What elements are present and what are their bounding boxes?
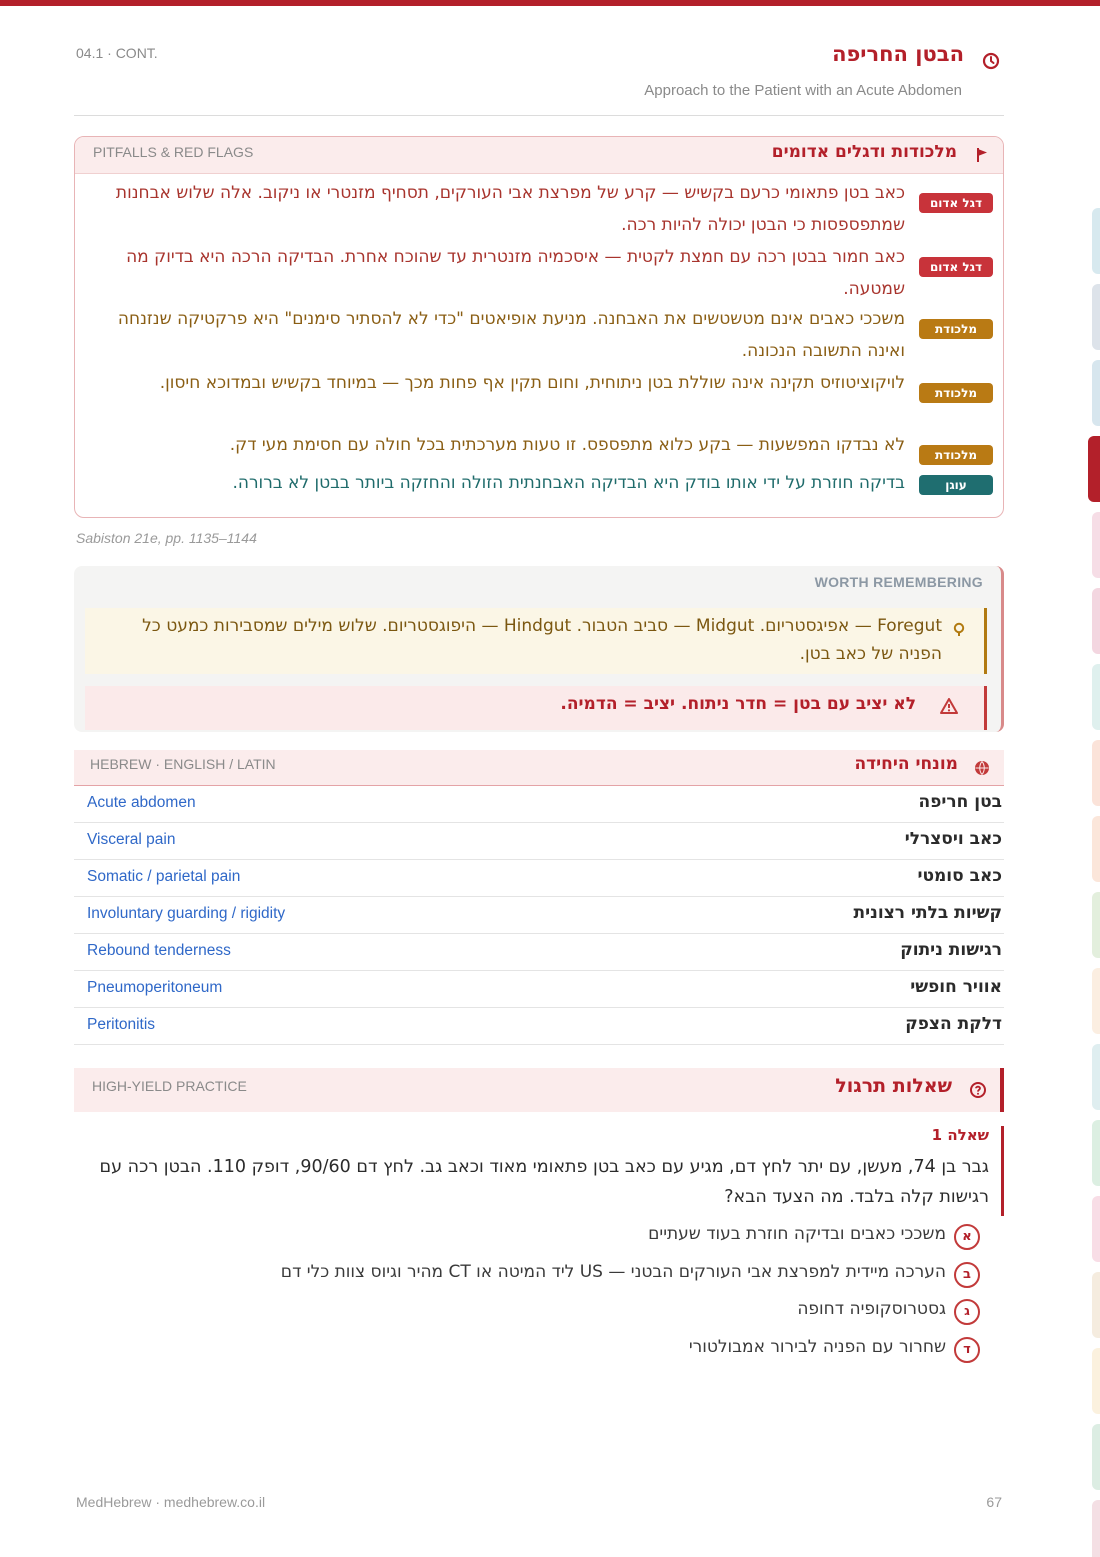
- section-tab[interactable]: [1092, 664, 1100, 730]
- term-row: [74, 786, 1004, 823]
- worth-remembering-panel: [74, 566, 1004, 732]
- pitfalls-label-en: PITFALLS & RED FLAGS: [93, 144, 254, 160]
- section-tab[interactable]: [1092, 512, 1100, 578]
- option-text: הערכה מיידית למפרצת אבי העורקים הבטני — US ליד המיטה או CT מהיר וגיוס צוות כלי דם: [280, 1262, 946, 1282]
- terms-header: [74, 750, 1004, 786]
- footer-brand: MedHebrew · medhebrew.co.il: [76, 1494, 266, 1510]
- answer-option[interactable]: [304, 1335, 1004, 1365]
- section-tab[interactable]: [1092, 1272, 1100, 1338]
- term-row: [74, 823, 1004, 860]
- pitfalls-title: מלכודות ודגלים אדומים: [771, 142, 957, 162]
- answer-option[interactable]: [280, 1260, 1004, 1290]
- pitfall-text: כאב חמור בבטן רכה עם חמצת לקטית — איסכמיה מזנטרית עד שהוכח אחרת. הבדיקה הרכה היא בדיוק מה שמטעה.: [126, 247, 905, 299]
- term-english: Rebound tenderness: [87, 942, 231, 959]
- section-tab[interactable]: [1092, 1120, 1100, 1186]
- term-english: Involuntary guarding / rigidity: [87, 905, 286, 922]
- answer-option[interactable]: [304, 1297, 1004, 1327]
- section-tab[interactable]: [1092, 208, 1100, 274]
- option-text: שחרור עם הפניה לבירור אמבולטורי: [688, 1337, 946, 1357]
- pitfalls-header: [75, 137, 1003, 174]
- practice-header: [74, 1068, 1004, 1112]
- section-tab[interactable]: [1092, 588, 1100, 654]
- term-hebrew: רגישות ניתוק: [900, 940, 1002, 960]
- pitfall-badge: עוגן: [919, 475, 993, 495]
- term-english: Somatic / parietal pain: [87, 868, 241, 885]
- pitfall-text: כאב בטן פתאומי כרעם בקשיש — קרע של מפרצת אבי העורקים, תסחיף מזנטרי או ניקוב. אלה שלוש אבחנות שמתפספסות כי הבטן יכולה להיות רכה.: [115, 183, 905, 235]
- section-tab[interactable]: [1092, 1500, 1100, 1557]
- term-hebrew: קשיות בלתי רצונית: [853, 903, 1002, 923]
- option-letter-badge[interactable]: ד: [954, 1337, 980, 1363]
- pitfall-badge: דגל אדום: [919, 257, 993, 277]
- practice-label-en: HIGH-YIELD PRACTICE: [92, 1078, 247, 1094]
- term-english: Pneumoperitoneum: [87, 979, 223, 996]
- option-letter-badge[interactable]: א: [954, 1224, 980, 1250]
- section-tab-strip: [1090, 208, 1100, 1557]
- pitfall-text: לויקוציטוזיס תקינה אינה שוללת בטן ניתוחית, וחום תקין אף פחות מכך — במיוחד בקשיש ובמדוכא חיסון.: [159, 373, 905, 393]
- question-text: גבר בן 74, מעשן, עם יתר לחץ דם, מגיע עם כאב בטן פתאומי מאוד וכאב גב. לחץ דם 90/60, דופק 110. הבטן רכה עם רגישות קלה בלבד. מה הצעד הבא?: [99, 1157, 989, 1207]
- section-tab[interactable]: [1092, 816, 1100, 882]
- pitfalls-panel: [74, 136, 1004, 518]
- warning-callout: [85, 686, 987, 730]
- term-row: [74, 1008, 1004, 1045]
- question-icon: [970, 1082, 986, 1098]
- clock-icon: [982, 52, 1000, 70]
- section-tab[interactable]: [1088, 436, 1100, 502]
- pitfall-badge: מלכודת: [919, 319, 993, 339]
- section-number: 04.1 · CONT.: [76, 45, 158, 61]
- section-tab[interactable]: [1092, 1348, 1100, 1414]
- section-tab[interactable]: [1092, 1044, 1100, 1110]
- page-subtitle: Approach to the Patient with an Acute Abdomen: [644, 82, 962, 99]
- section-tab[interactable]: [1092, 740, 1100, 806]
- term-english: Peritonitis: [87, 1016, 156, 1033]
- section-tab[interactable]: [1092, 968, 1100, 1034]
- page-number: 67: [986, 1494, 1002, 1510]
- page-header: [74, 38, 1004, 116]
- terms-table: [74, 786, 1004, 1045]
- pitfall-text: משככי כאבים אינם מטשטשים את האבחנה. מניעת אופיאטים "כדי לא להסתיר סימנים" היא פרקטיקה שנזנחה ואינה התשובה הנכונה.: [117, 309, 905, 361]
- option-text: גסטרוסקופיה דחופה: [797, 1299, 946, 1319]
- term-hebrew: אוויר חופשי: [910, 977, 1002, 997]
- warning-icon: [940, 698, 958, 714]
- top-accent-bar: [0, 0, 1100, 6]
- term-row: [74, 860, 1004, 897]
- citation: Sabiston 21e, pp. 1135–1144: [76, 530, 257, 546]
- question-block: [74, 1126, 1004, 1216]
- terms-title: מונחי היחידה: [854, 754, 958, 774]
- option-letter-badge[interactable]: ב: [954, 1262, 980, 1288]
- tip-callout: [85, 608, 987, 674]
- practice-title: שאלות תרגול: [835, 1075, 952, 1097]
- term-hebrew: כאב סומטי: [917, 866, 1002, 886]
- section-tab[interactable]: [1092, 1196, 1100, 1262]
- answer-option[interactable]: [304, 1222, 1004, 1252]
- option-letter-badge[interactable]: ג: [954, 1299, 980, 1325]
- pitfall-text: בדיקה חוזרת על ידי אותו בודק היא הבדיקה האבחנתית הזולה והחזקה ביותר בבטן לא ברורה.: [232, 473, 905, 493]
- term-row: [74, 971, 1004, 1008]
- term-hebrew: דלקת הצפק: [905, 1014, 1002, 1034]
- globe-icon: [974, 760, 990, 776]
- section-tab[interactable]: [1092, 284, 1100, 350]
- warning-text: לא יציב עם בטן = חדר ניתוח. יציב = הדמיה.: [560, 694, 916, 714]
- term-english: Acute abdomen: [87, 794, 196, 811]
- question-label: שאלה 1: [931, 1126, 989, 1144]
- pitfall-badge: מלכודת: [919, 445, 993, 465]
- lightbulb-icon: [952, 622, 966, 638]
- pitfall-badge: דגל אדום: [919, 193, 993, 213]
- section-tab[interactable]: [1092, 892, 1100, 958]
- term-row: [74, 934, 1004, 971]
- pitfall-text: לא נבדקו המפשעות — בקע כלוא מתפספס. זו טעות מערכתית בכל חולה עם חסימת מעי דק.: [229, 435, 905, 455]
- term-row: [74, 897, 1004, 934]
- terms-label-en: HEBREW · ENGLISH / LATIN: [90, 756, 276, 772]
- section-tab[interactable]: [1092, 1424, 1100, 1490]
- term-hebrew: כאב ויסצרלי: [904, 829, 1002, 849]
- worth-remembering-title: WORTH REMEMBERING: [814, 574, 983, 590]
- term-hebrew: בטן חריפה: [918, 792, 1002, 812]
- page-title: הבטן החריפה: [832, 42, 964, 66]
- flag-icon: [975, 147, 989, 163]
- tip-text: Foregut — אפיגסטריום. Midgut — סביב הטבור. Hindgut — היפוגסטריום. שלוש מילים שמסבירות כמעט כל הפניה של כאב בטן.: [142, 616, 942, 664]
- pitfall-badge: מלכודת: [919, 383, 993, 403]
- term-english: Visceral pain: [87, 831, 176, 848]
- option-text: משככי כאבים ובדיקה חוזרת בעוד שעתיים: [648, 1224, 946, 1244]
- section-tab[interactable]: [1092, 360, 1100, 426]
